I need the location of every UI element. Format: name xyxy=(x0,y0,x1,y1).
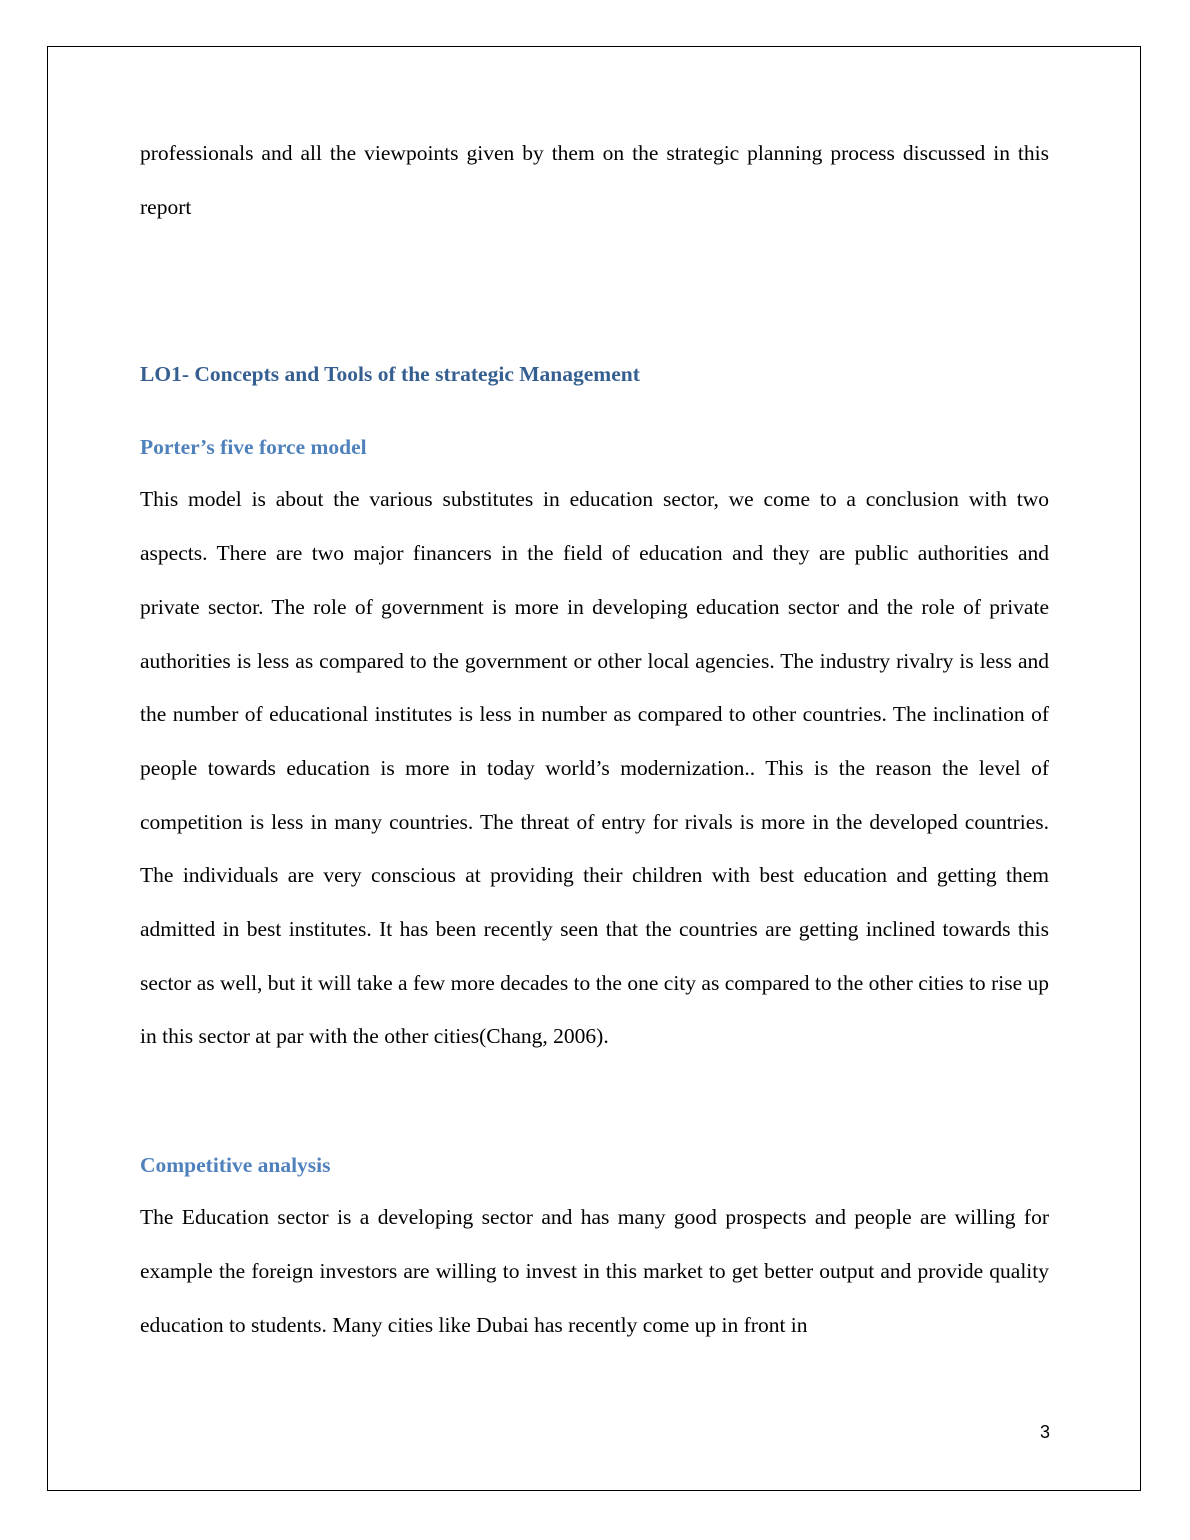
page-content xyxy=(140,127,1049,1352)
subsection-heading-porters-five-force: Porter’s five force model xyxy=(140,435,367,460)
section-heading-lo1: LO1- Concepts and Tools of the strategic Management xyxy=(140,362,640,387)
page-number: 3 xyxy=(1039,1422,1050,1442)
subsection-heading-competitive-analysis: Competitive analysis xyxy=(140,1153,331,1178)
intro-paragraph: professionals and all the viewpoints given by them on the strategic planning process discussed in this report xyxy=(140,141,1049,219)
competitive-analysis-paragraph: The Education sector is a developing sector and has many good prospects and people are willing for example the foreign investors are willing to invest in this market to get better output and provide quality education to students. Many cities like Dubai has recently come up in front in xyxy=(140,1205,1049,1337)
porters-five-force-paragraph: This model is about the various substitutes in education sector, we come to a conclusion with two aspects. There are two major financers in the field of education and they are public authorities and private sector. The role of government is more in developing education sector and the role of private authorities is less as compared to the government or other local agencies. The industry rivalry is less and the number of educational institutes is less in number as compared to other countries. The inclination of people towards education is more in today world’s modernization.. This is the reason the level of competition is less in many countries. The threat of entry for rivals is more in the developed countries. The individuals are very conscious at providing their children with best education and getting them admitted in best institutes. It has been recently seen that the countries are getting inclined towards this sector as well, but it will take a few more decades to the one city as compared to the other cities to rise up in this sector at par with the other cities(Chang, 2006). xyxy=(140,487,1049,1049)
